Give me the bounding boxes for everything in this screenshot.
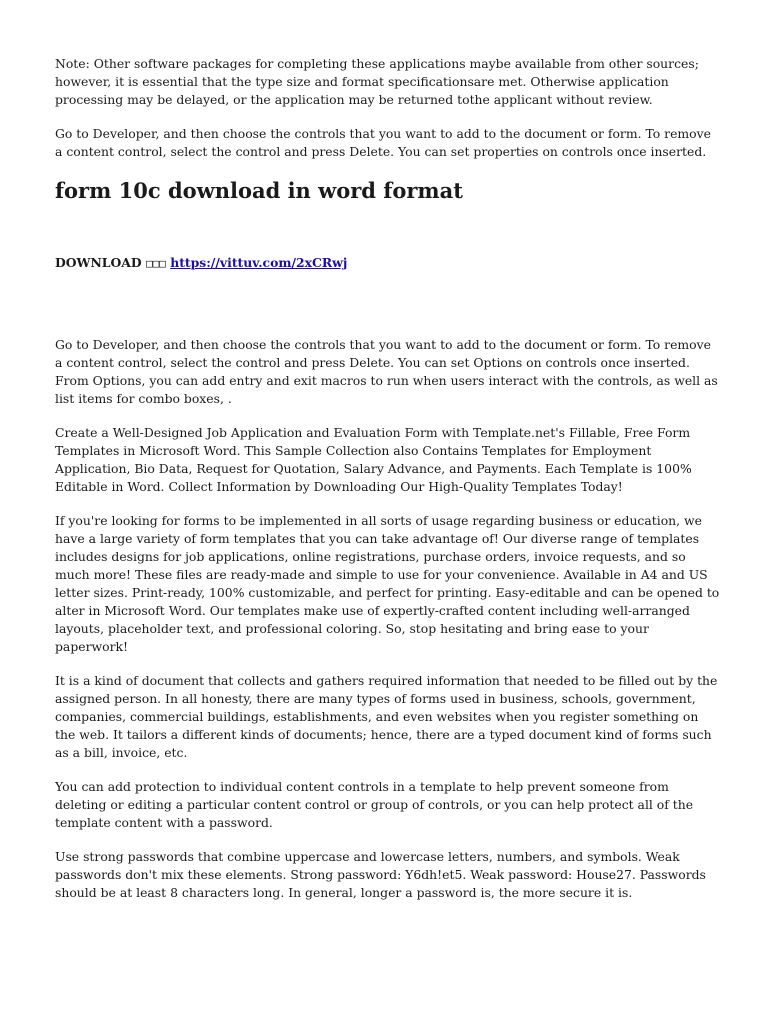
intro-paragraph-note: Note: Other software packages for completing these applications maybe available from other sources; however, it is essential that the type size and format specificationsare met. Otherwise application processing may be delayed, or the application may be returned tothe applicant without review. — [55, 56, 699, 107]
body-paragraph-protection: You can add protection to individual content controls in a template to help prevent someone from deleting or editing a particular content control or group of controls, or you can help protect all of the template content with a password. — [55, 779, 694, 830]
body-paragraph-form-templates: If you're looking for forms to be implemented in all sorts of usage regarding business or education, we have a large variety of form templates that you can take advantage of! Our diverse range of templates includes designs for job applications, online registrations, purchase orders, invoice requests, and so much more! These files are ready-made and simple to use for your convenience. Available in A4 and US letter sizes. Print-ready, 100% customizable, and perfect for printing. Easy-editable and can be opened to alter in Microsoft Word. Our templates make use of expertly-crafted content including well-arranged layouts, placeholder text, and professional coloring. So, stop hesitating and bring ease to your paperwork! — [55, 513, 720, 654]
body-paragraph-developer-options: Go to Developer, and then choose the controls that you want to add to the document or form. To remove a content control, select the control and press Delete. You can set Options on controls once inserted. From Options, you can add entry and exit macros to run when users interact with the controls, as well as list items for combo boxes, . — [55, 337, 718, 406]
body-paragraph-document-kind: It is a kind of document that collects and gathers required information that needed to be filled out by the assigned person. In all honesty, there are many types of forms used in business, schools, government, companies, commercial buildings, establishments, and even websites when you register something on the web. It tailors a different kinds of documents; hence, there are a typed document kind of forms such as a bill, invoice, etc. — [55, 673, 718, 760]
document-page — [55, 55, 720, 918]
download-arrow-icon: □□□ — [145, 257, 166, 270]
spacer — [55, 273, 720, 336]
page-title: form 10c download in word format — [55, 178, 463, 203]
download-link[interactable]: https://vittuv.com/2xCRwj — [170, 255, 348, 270]
download-label: DOWNLOAD — [55, 255, 142, 270]
download-line — [55, 254, 720, 273]
intro-paragraph-developer: Go to Developer, and then choose the controls that you want to add to the document or form. To remove a content control, select the control and press Delete. You can set properties on controls once inserted. — [55, 126, 711, 159]
body-paragraph-job-application: Create a Well-Designed Job Application and Evaluation Form with Template.net's Fillable, Free Form Templates in Microsoft Word. This Sample Collection also Contains Templates for Employment Application, Bio Data, Request for Quotation, Salary Advance, and Payments. Each Template is 100% Editable in Word. Collect Information by Downloading Our High-Quality Templates Today! — [55, 425, 692, 494]
body-paragraph-passwords: Use strong passwords that combine uppercase and lowercase letters, numbers, and symbols. Weak passwords don't mix these elements. Strong password: Y6dh!et5. Weak password: House27. Passwords should be at least 8 characters long. In general, longer a password is, the more secure it is. — [55, 849, 706, 900]
